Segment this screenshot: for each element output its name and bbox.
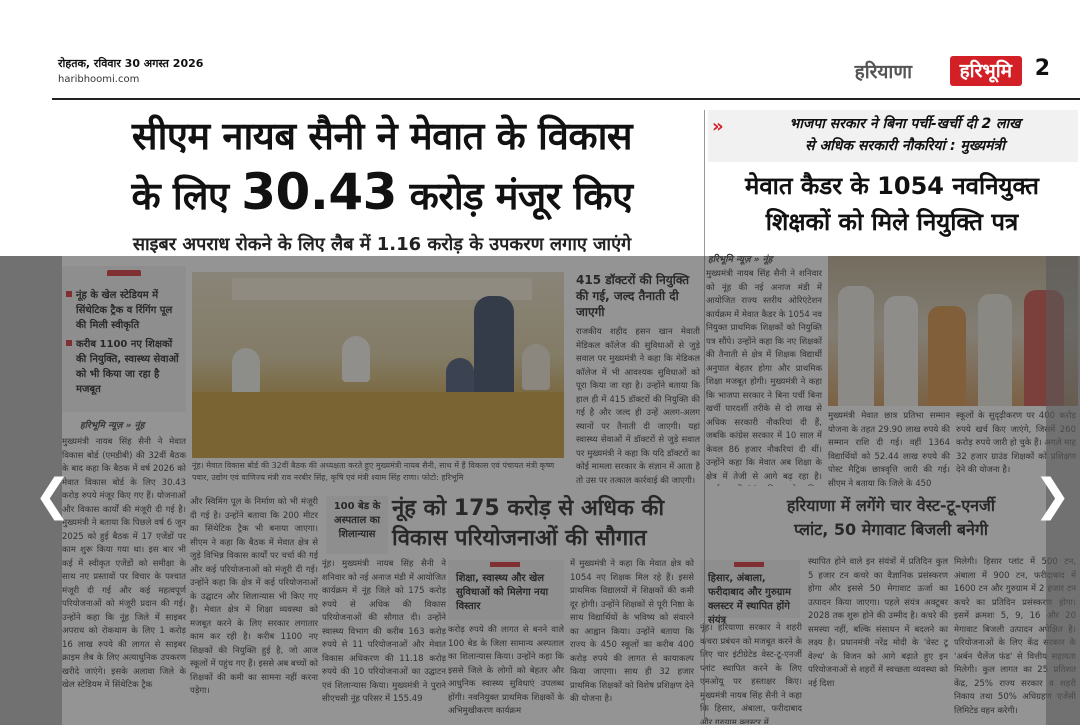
lead-headline-post: करोड़ मंजूर किए <box>409 174 633 218</box>
site-url: haribhoomi.com <box>58 74 140 85</box>
previous-page-button[interactable] <box>34 470 71 522</box>
chevron-right-icon: ❯ <box>1034 470 1071 521</box>
right-kicker-line2: से अधिक सरकारी नौकरियां : मुख्यमंत्री <box>805 138 1005 154</box>
right-kicker-line1: भाजपा सरकार ने बिना पर्ची-खर्ची दी 2 लाख <box>789 116 1021 132</box>
next-page-button[interactable] <box>1034 470 1071 522</box>
right-headline-pre: मेवात कैडर के <box>744 172 869 200</box>
right-headline-line1 <box>712 168 1072 204</box>
lead-subhead: साइबर अपराध रोकने के लिए लैब में 1.16 करोड़ के उपकरण लगाए जाएंगे <box>132 234 632 255</box>
section-name: हरियाणा <box>854 61 912 83</box>
right-headline <box>712 168 1072 240</box>
brand-logo: हरिभूमि <box>950 56 1022 86</box>
lead-headline-pre: के लिए <box>131 174 229 218</box>
masthead-rule <box>52 98 1080 100</box>
right-headline-line2: शिक्षकों को मिले नियुक्ति पत्र <box>765 208 1019 236</box>
lead-headline <box>62 108 702 224</box>
right-headline-post: नवनियुक्त <box>952 172 1039 200</box>
right-headline-number: 1054 <box>877 172 944 200</box>
double-chevron-icon: » <box>712 116 724 137</box>
masthead <box>52 54 1072 100</box>
viewer-overlay <box>0 256 1080 725</box>
lead-headline-line2 <box>62 164 702 224</box>
dateline: रोहतक, रविवार 30 अगस्त 2026 <box>58 57 204 70</box>
right-kicker <box>708 110 1078 162</box>
chevron-left-icon: ❮ <box>34 470 71 521</box>
lead-headline-amount: 30.43 <box>241 163 397 221</box>
page-number: 2 <box>1034 56 1050 81</box>
lead-headline-line1: सीएम नायब सैनी ने मेवात के विकास <box>131 114 633 158</box>
